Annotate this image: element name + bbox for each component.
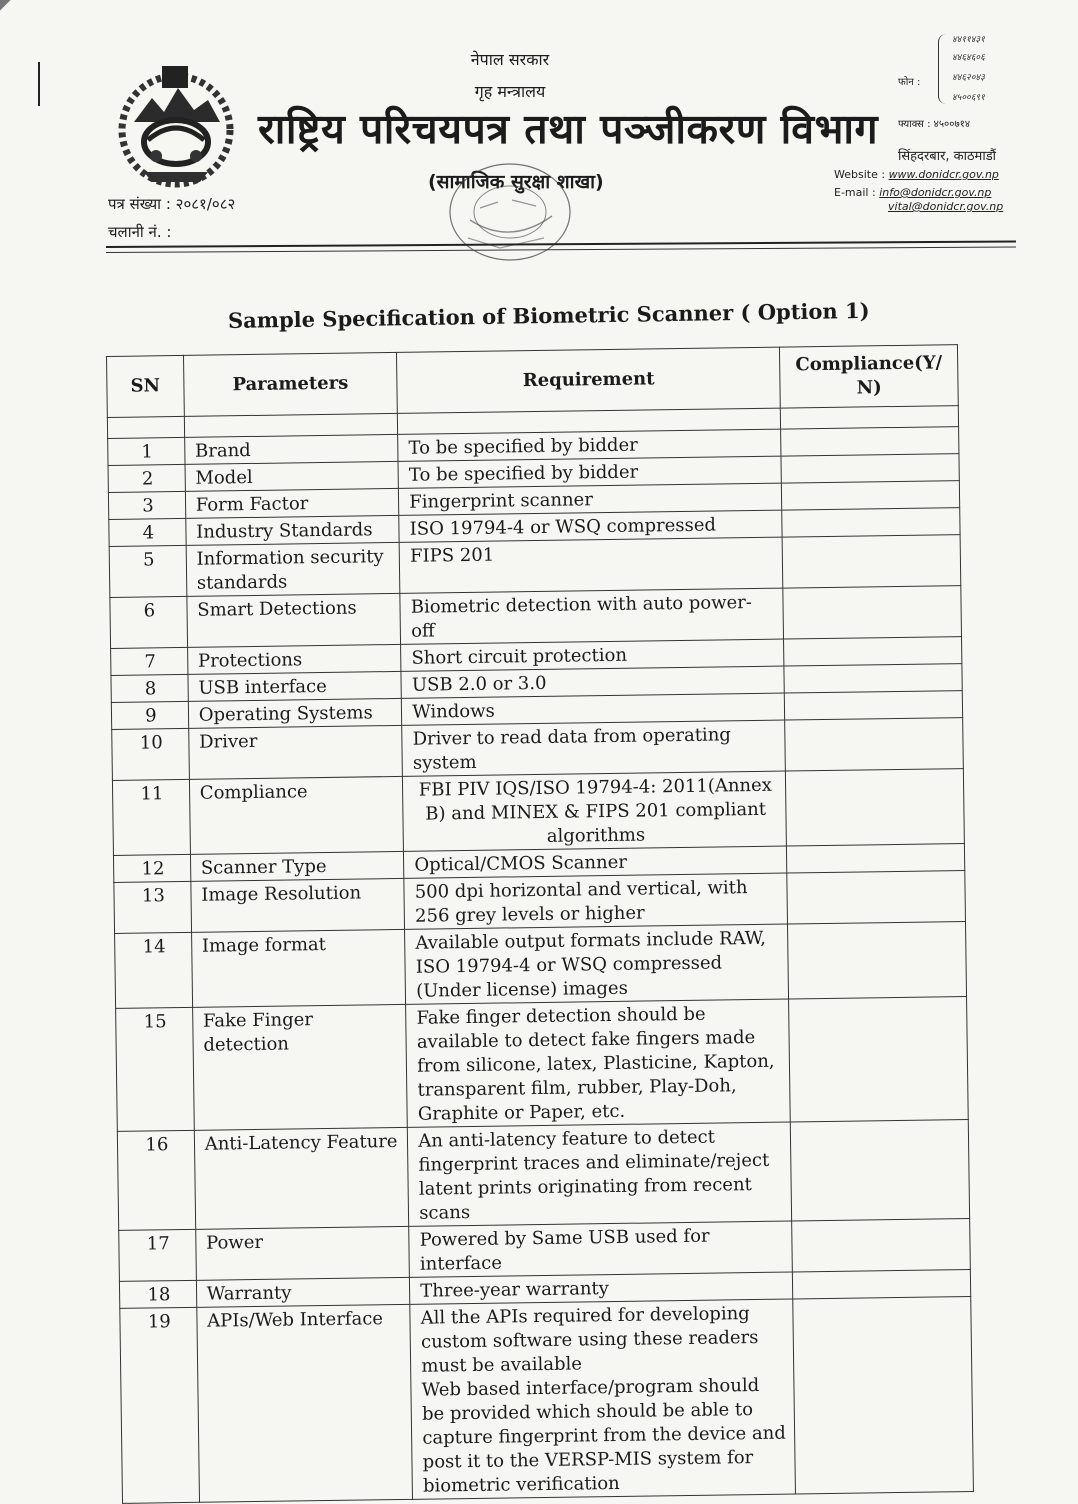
cell-requirement (410, 1299, 796, 1499)
requirement-text: Powered by Same USB used for interface (419, 1225, 710, 1275)
cell-requirement (409, 1221, 793, 1277)
cell-requirement (399, 537, 783, 593)
email-link-info[interactable]: info@donidcr.gov.np (879, 186, 992, 199)
phone-brace (938, 34, 949, 104)
cell-parameter: Brand (184, 434, 398, 464)
cell-sn: 18 (119, 1280, 196, 1308)
cell-sn: 10 (112, 728, 189, 780)
website-label: Website : (834, 168, 886, 181)
cell-compliance (787, 871, 965, 924)
cell-requirement (406, 999, 791, 1127)
phone-numbers (898, 30, 1018, 106)
requirement-text: To be specified by bidder (408, 434, 638, 459)
requirement-text: An anti-latency feature to detect fingerprint traces and eliminate/reject latent prints originating from recent scans (418, 1126, 770, 1224)
cell-compliance (784, 637, 962, 666)
cell-compliance (788, 922, 967, 999)
cell-requirement (403, 771, 787, 851)
document-title: Sample Specification of Biometric Scanner ( Option 1) (227, 297, 870, 333)
cell-sn: 2 (108, 464, 185, 492)
cell-sn: 8 (111, 674, 188, 702)
ministry-name: गृह मन्त्रालय (474, 82, 546, 101)
cell-sn: 14 (115, 932, 193, 1008)
requirement-text: All the APIs required for developing custom software using these readers must be available (420, 1303, 759, 1377)
header-compliance: Compliance(Y/ N) (780, 345, 959, 408)
phone-number: ४४११४३१ (952, 35, 985, 45)
table-row (120, 1297, 974, 1504)
cell-requirement (402, 720, 786, 776)
cell-parameter: Smart Detections (187, 593, 401, 647)
cell-sn: 5 (109, 545, 186, 597)
cell-compliance (784, 664, 962, 693)
cell-compliance (793, 1270, 971, 1299)
cell-parameter: APIs/Web Interface (197, 1304, 413, 1502)
cell-compliance (781, 427, 959, 456)
cell-sn: 7 (111, 647, 188, 675)
requirement-text: ISO 19794-4 or WSQ compressed (409, 514, 717, 540)
requirement-text: Available output formats include RAW, ISO 19794-4 or WSQ compressed (Under license) images (415, 927, 767, 1002)
cell-parameter: Power (195, 1226, 409, 1280)
cell-parameter: Information security standards (186, 542, 400, 596)
email-link-vital[interactable]: vital@donidcr.gov.np (888, 200, 1004, 213)
cell-compliance (785, 718, 963, 771)
table-row (115, 922, 967, 1009)
section-name: (सामाजिक सुरक्षा शाखा) (428, 171, 604, 193)
cell-parameter: Anti-Latency Feature (194, 1127, 409, 1229)
phone-number: ४४६२०४३ (952, 73, 985, 83)
nepal-emblem-icon (104, 60, 254, 190)
cell-sn: 12 (113, 854, 190, 882)
email-label: E-mail : (834, 186, 876, 199)
table-row (112, 769, 964, 856)
specification-table (106, 344, 974, 1504)
cell-sn: 9 (111, 701, 188, 729)
table-row (116, 997, 969, 1132)
cell-parameter: Form Factor (185, 488, 399, 518)
requirement-text: To be specified by bidder (408, 461, 639, 486)
cell-sn: 19 (120, 1307, 199, 1503)
margin-pen-mark (38, 62, 40, 106)
cell-sn: 16 (117, 1130, 195, 1230)
email-line (834, 186, 991, 199)
cell-compliance (786, 769, 965, 846)
reference-number: पत्र संख्या : २०८१/०८२ (108, 195, 236, 213)
table-row (117, 1120, 969, 1231)
cell-compliance (785, 691, 963, 720)
cell-parameter: Scanner Type (190, 851, 404, 881)
cell-sn: 11 (112, 779, 190, 855)
cell-parameter: Model (185, 461, 399, 491)
cell-requirement (408, 1122, 792, 1226)
requirement-text: USB 2.0 or 3.0 (411, 672, 547, 696)
website-line (834, 168, 999, 181)
requirement-text: FIPS 201 (409, 544, 495, 567)
cell-compliance (782, 535, 960, 588)
cell-parameter: Image format (191, 929, 406, 1007)
cell-sn: 4 (109, 518, 186, 546)
requirement-text: Biometric detection with auto power-off (410, 592, 753, 642)
specification-table-wrapper (106, 344, 974, 1504)
header-sn: SN (107, 355, 185, 417)
requirement-text: Fake finger detection should be available to detect fake fingers made from silicone, latex, Plasticine, Kapton, transparent film, rubber, Play-Doh, Graphite or Paper, etc. (416, 1003, 775, 1125)
requirement-text: FBI PIV IQS/ISO 19794-4: 2011(Annex B) and MINEX & FIPS 201 compliant algorithms (418, 774, 773, 847)
cell-parameter: Protections (187, 644, 401, 674)
cell-sn: 3 (108, 491, 185, 519)
dispatch-number: चलानी नं. : (108, 223, 172, 241)
cell-parameter: Driver (188, 725, 402, 779)
cell-sn: 13 (114, 881, 191, 933)
header-parameters: Parameters (183, 352, 397, 416)
cell-compliance (787, 844, 965, 873)
cell-requirement (400, 588, 784, 644)
cell-compliance (782, 508, 960, 537)
fax-number: फ्याक्स : ४५००७१४ (898, 119, 971, 130)
cell-compliance (783, 586, 961, 639)
cell-compliance (789, 997, 968, 1122)
requirement-text: Three-year warranty (420, 1278, 610, 1302)
cell-requirement (405, 924, 789, 1004)
requirement-text: Short circuit protection (411, 644, 628, 669)
requirement-text: 500 dpi horizontal and vertical, with 256 grey levels or higher (414, 877, 748, 927)
table-body (108, 427, 974, 1504)
phone-label: फोन : (898, 77, 921, 88)
requirement-text: Fingerprint scanner (409, 489, 593, 513)
email-line-2 (888, 200, 1003, 213)
scan-corner-mark (0, 0, 12, 14)
requirement-text: Driver to read data from operating system (412, 724, 732, 774)
department-name: राष्ट्रिय परिचयपत्र तथा पञ्जीकरण विभाग (258, 105, 879, 153)
requirement-text: Windows (412, 700, 495, 723)
cell-sn: 17 (119, 1229, 196, 1281)
cell-parameter: USB interface (188, 671, 402, 701)
requirement-text: Optical/CMOS Scanner (414, 851, 628, 876)
cell-sn: 6 (110, 596, 187, 648)
cell-parameter: Compliance (189, 776, 404, 854)
government-name: नेपाल सरकार (470, 50, 550, 69)
cell-parameter: Operating Systems (188, 698, 402, 728)
website-link[interactable]: www.donidcr.gov.np (888, 168, 999, 181)
cell-compliance (782, 481, 960, 510)
phone-number: ४५००६९१ (952, 93, 985, 103)
cell-requirement (404, 873, 788, 929)
header-requirement: Requirement (397, 347, 781, 413)
phone-number: ४४६४६०६ (952, 53, 985, 63)
requirement-text: Web based interface/program should be provided which should be able to capture fingerprint from the device and post it to the VERSP-MIS system for biometric verification (421, 1374, 786, 1497)
cell-parameter: Image Resolution (191, 878, 405, 932)
cell-compliance (793, 1297, 973, 1494)
cell-parameter: Industry Standards (186, 515, 400, 545)
cell-parameter: Warranty (196, 1277, 410, 1307)
office-address: सिंहदरबार, काठमाडौं (898, 149, 997, 164)
cell-compliance (791, 1120, 970, 1221)
cell-compliance (792, 1219, 970, 1272)
office-seal-stamp (440, 150, 580, 265)
cell-compliance (781, 454, 959, 483)
cell-sn: 15 (116, 1007, 194, 1131)
cell-sn: 1 (108, 437, 185, 465)
cell-parameter: Fake Finger detection (192, 1004, 407, 1130)
